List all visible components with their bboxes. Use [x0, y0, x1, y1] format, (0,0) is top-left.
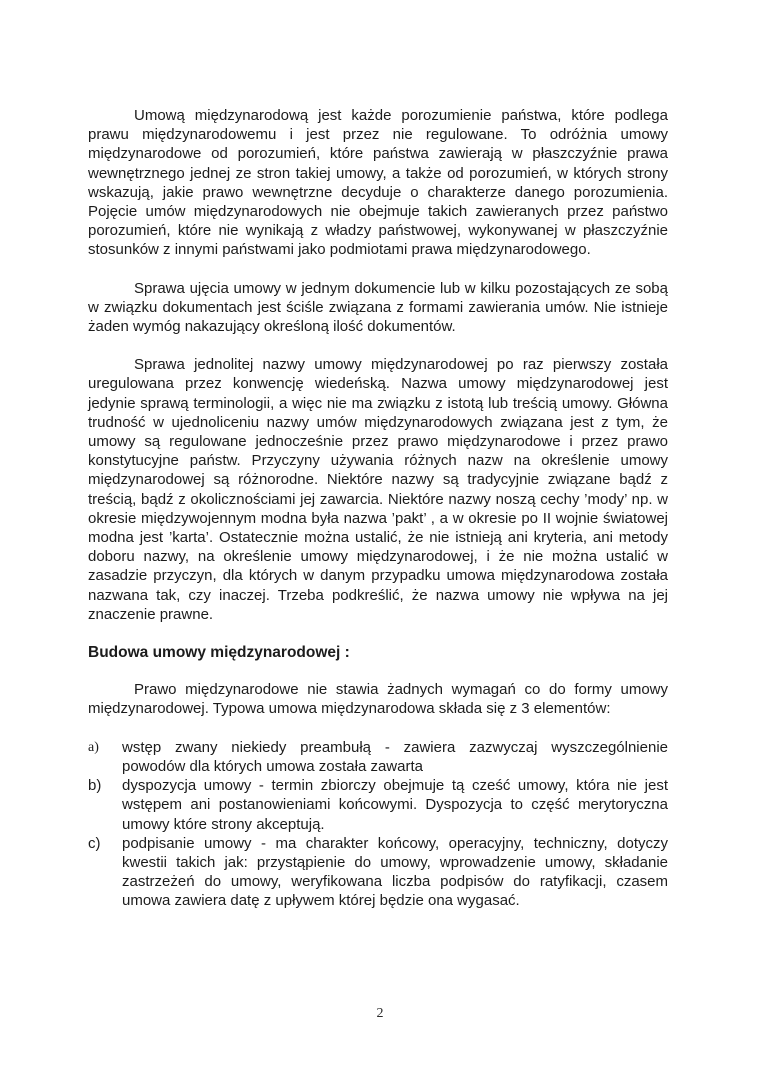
paragraph-definition-umowa: Umową międzynarodową jest każde porozumienie państwa, które podlega prawu międzynarodowemu i jest przez nie regulowane. To odróżnia umowy międzynarodowe od porozumień, które państwa zawierają w płaszczyźnie prawa wewnętrznego jednej ze stron takiej umowy, a także od porozumień, w których strony wskazują, jakie prawo wewnętrzne decyduje o charakterze danego porozumienia. Pojęcie umów międzynarodowych nie obejmuje takich zawieranych przez państwo porozumień, które nie wynikają z władzy państwowej, wykonywanej w płaszczyźnie stosunków z innymi państwami jako podmiotami prawa międzynarodowego. [88, 107, 668, 259]
elements-list [88, 738, 668, 911]
list-item-a [88, 738, 668, 776]
list-marker-c: c) [88, 834, 101, 852]
list-marker-a: a) [88, 739, 99, 755]
list-marker-b: b) [88, 777, 102, 795]
document-content [88, 106, 668, 911]
list-item-b [88, 776, 668, 834]
paragraph-ujecie-umowy: Sprawa ujęcia umowy w jednym dokumencie lub w kilku pozostających ze sobą w związku dokumentach jest ściśle związana z formami zawierania umów. Nie istnieje żaden wymóg nakazujący określoną ilość dokumentów. [88, 279, 668, 336]
page-number: 2 [376, 1006, 384, 1021]
paragraph-nazwa-umowy: Sprawa jednolitej nazwy umowy międzynarodowej po raz pierwszy została uregulowana przez konwencję wiedeńską. Nazwa umowy międzynarodowej jest jedynie sprawą terminologii, a więc nie ma związku z istotą lub treścią umowy. Główna trudność w ujednoliceniu nazwy umów międzynarodowych związana jest z tym, że umowy są regulowane jednocześnie przez prawo międzynarodowe i przez prawo konstytucyjne państw. Przyczyny używania różnych nazw na określenie umowy międzynarodowej są różnorodne. Niektóre nazwy są tradycyjnie związane bądź z treścią, bądź z okolicznościami jej zawarcia. Niektóre nazwy noszą cechy ’mody’ np. w okresie międzywojennym modna była nazwa ’pakt’ , a w okresie po II wojnie światowej modna jest ’karta’. Ostatecznie można ustalić, że nie istnieją ani kryteria, ani metody doboru nazwy, na określenie umowy międzynarodowej, i że nie można ustalić w zasadzie przyczyn, dla których w danym przypadku umowa międzynarodowa została nazwana tak, czy inaczej. Trzeba podkreślić, że nazwa umowy nie wpływa na jej znaczenie prawne. [88, 356, 668, 623]
list-item-b-text: dyspozycja umowy - termin zbiorczy obejmuje tą cześć umowy, która nie jest wstępem ani postanowieniami końcowymi. Dyspozycja to część merytoryczna umowy które strony akceptują. [122, 777, 668, 833]
list-item-a-text: wstęp zwany niekiedy preambułą - zawiera zazwyczaj wyszczególnienie powodów dla których umowa została zawarta [122, 738, 668, 775]
list-item-c-text: podpisanie umowy - ma charakter końcowy, operacyjny, techniczny, dotyczy kwestii takich jak: przystąpienie do umowy, wprowadzenie umowy, składanie zastrzeżeń do umowy, weryfikowana liczba podpisów do ratyfikacji, czasem umowa zawiera datę z upływem której będzie ona wygasać. [122, 834, 668, 910]
list-item-c [88, 834, 668, 911]
section-heading: Budowa umowy międzynarodowej : [88, 644, 350, 662]
paragraph-intro-budowa: Prawo międzynarodowe nie stawia żadnych wymagań co do formy umowy międzynarodowej. Typowa umowa międzynarodowa składa się z 3 elementów: [88, 681, 668, 718]
